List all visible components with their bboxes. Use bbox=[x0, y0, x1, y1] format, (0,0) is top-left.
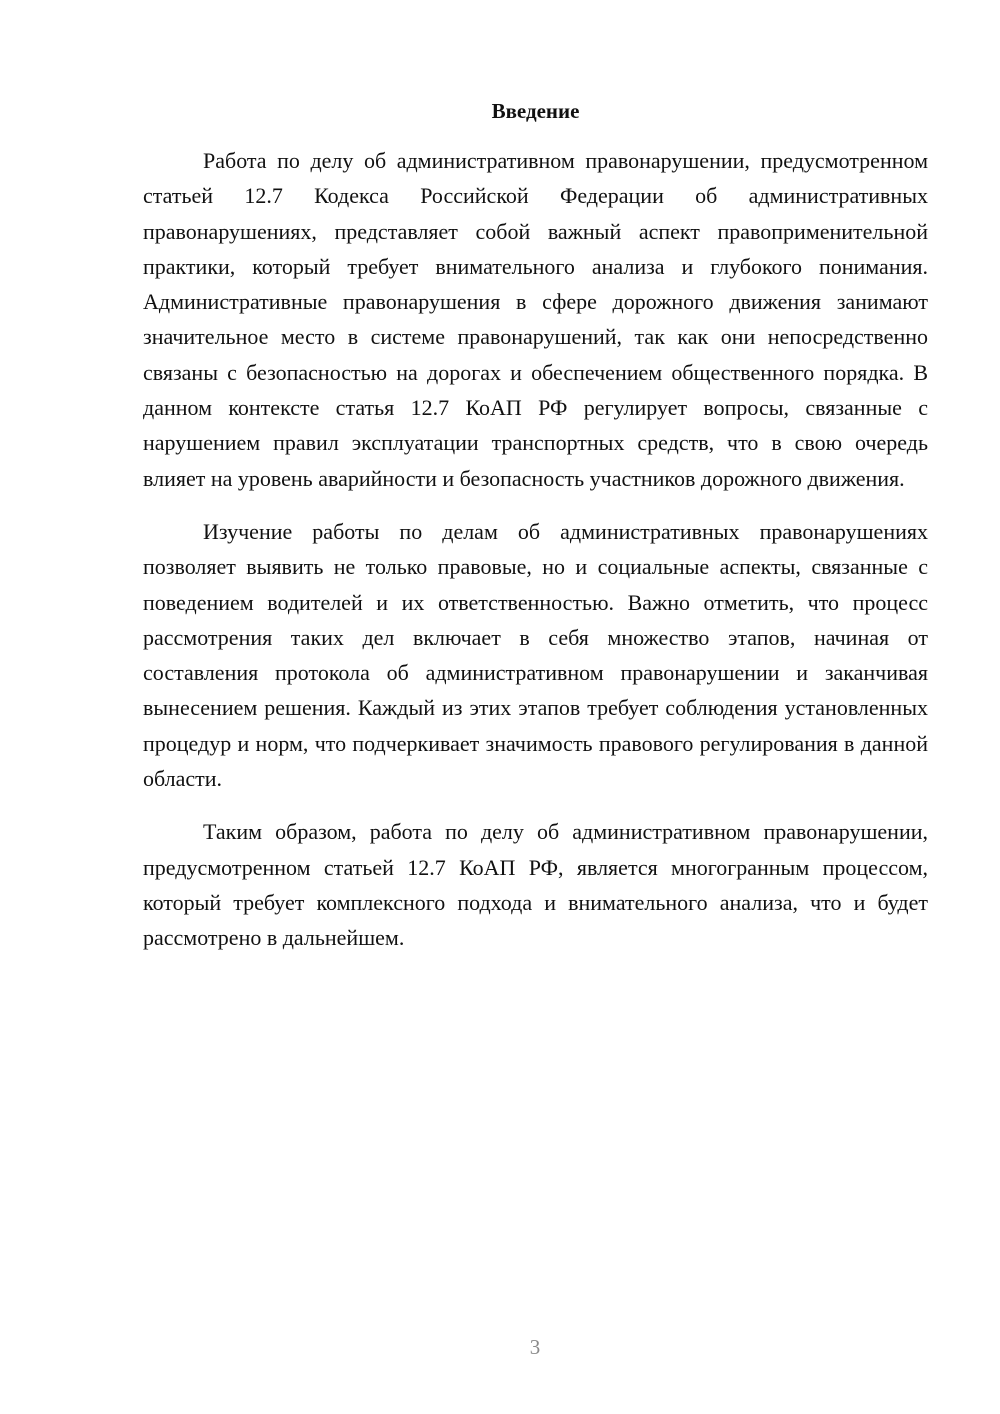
paragraph-1: Работа по делу об административном правонарушении, предусмотренном статьей 12.7 Кодекса Российской Федерации об административных правонарушениях, представляет собой важный аспект правоприменительной практики, который требует внимательного анализа и глубокого понимания. Административные правонарушения в сфере дорожного движения занимают значительное место в системе правонарушений, так как они непосредственно связаны с безопасностью на дорогах и обеспечением общественного порядка. В данном контексте статья 12.7 КоАП РФ регулирует вопросы, связанные с нарушением правил эксплуатации транспортных средств, что в свою очередь влияет на уровень аварийности и безопасность участников дорожного движения. bbox=[143, 148, 928, 491]
paragraph-3: Таким образом, работа по делу об административном правонарушении, предусмотренном статьей 12.7 КоАП РФ, является многогранным процессом, который требует комплексного подхода и внимательного анализа, что и будет рассмотрено в дальнейшем. bbox=[143, 819, 928, 951]
document-body bbox=[143, 143, 928, 974]
paragraph-2: Изучение работы по делам об административных правонарушениях позволяет выявить не только правовые, но и социальные аспекты, связанные с поведением водителей и их ответственностью. Важно отметить, что процесс рассмотрения таких дел включает в себя множество этапов, начиная от составления протокола об административном правонарушении и заканчивая вынесением решения. Каждый из этих этапов требует соблюдения установленных процедур и норм, что подчеркивает значимость правового регулирования в данной области. bbox=[143, 518, 928, 792]
page-title: Введение bbox=[491, 99, 580, 123]
page-number: 3 bbox=[529, 1335, 541, 1359]
